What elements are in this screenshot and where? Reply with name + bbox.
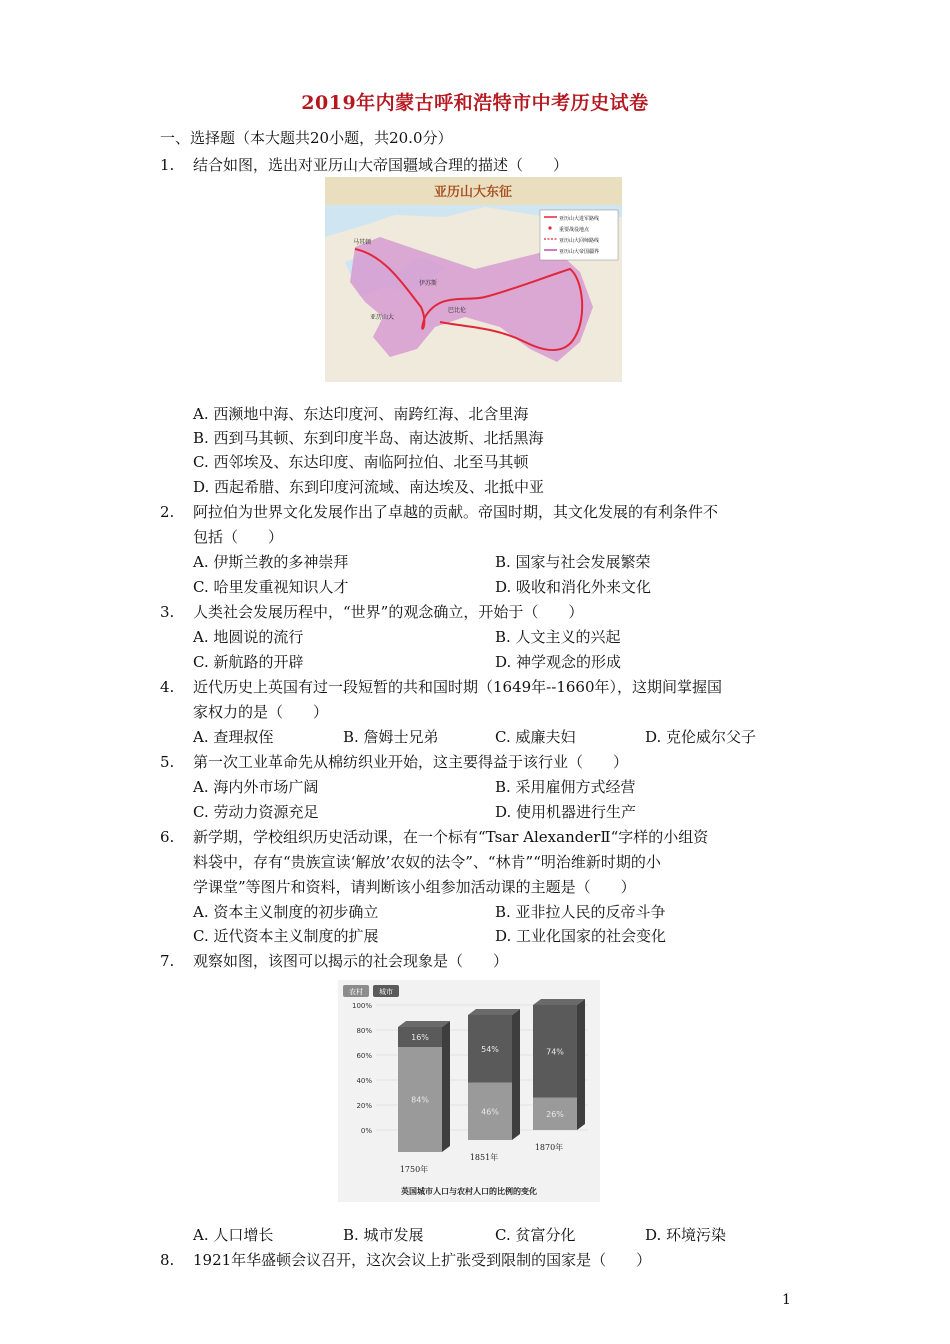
option-d: D. 环境污染 [645,1226,727,1244]
bar-side [512,1009,520,1140]
x-tick-label: 1851年 [469,1153,499,1162]
bar-top [398,1021,450,1027]
option-c: C. 新航路的开辟 [193,653,304,671]
question-number: 1. [160,156,175,174]
option-d: D. 神学观念的形成 [495,653,622,671]
option-c: C. 威廉夫妇 [495,728,576,746]
question-text: 第一次工业革命先从棉纺织业开始，这主要得益于该行业（ ） [193,753,629,771]
legend-label-urban: 城市 [379,988,393,996]
option-a: A. 资本主义制度的初步确立 [193,903,379,921]
option-a: A. 地圆说的流行 [193,628,304,646]
y-tick-label: 80% [356,1027,372,1035]
option-d: D. 吸收和消化外来文化 [495,578,652,596]
question-number: 7. [160,952,175,970]
option-a: A. 海内外市场广阔 [193,778,319,796]
question-text: 学课堂”等图片和资料，请判断该小组参加活动课的主题是（ ） [193,878,636,896]
bar-side [577,999,585,1130]
question-text: 人类社会发展历程中，“世界”的观念确立，开始于（ ） [193,603,584,621]
option-a: A. 查理叔侄 [193,728,274,746]
data-label-urban: 74% [546,1047,564,1057]
x-tick-label: 1750年 [399,1165,429,1174]
data-label-rural: 46% [481,1107,499,1117]
legend-item-march: 亚历山大进军路线 [559,216,600,222]
question-text: 家权力的是（ ） [193,703,329,721]
option-b: B. 詹姆士兄弟 [343,728,439,746]
population-chart [338,980,600,1202]
map-title: 亚历山大东征 [433,185,513,200]
legend-item-battle: 重要战役地点 [559,227,590,233]
question-number: 6. [160,828,175,846]
data-label-rural: 84% [411,1095,429,1105]
option-a: A. 伊斯兰教的多神崇拜 [193,553,349,571]
question-number: 5. [160,753,175,771]
question-number: 2. [160,503,175,521]
section-heading: 一、选择题（本大题共20小题，共20.0分） [160,129,453,147]
question-number: 8. [160,1251,175,1269]
option-c: C. 哈里发重视知识人才 [193,578,349,596]
option-d: D. 工业化国家的社会变化 [495,927,667,945]
option-c: C. 西邻埃及、东达印度、南临阿拉伯、北至马其顿 [193,453,529,471]
option-b: B. 国家与社会发展繁荣 [495,553,651,571]
option-d: D. 使用机器进行生产 [495,803,637,821]
place-babylon: 巴比伦 [448,307,467,314]
legend-item-border: 亚历山大帝国疆界 [559,249,600,255]
option-b: B. 人文主义的兴起 [495,628,621,646]
question-text: 观察如图，该图可以揭示的社会现象是（ ） [193,952,509,970]
data-label-rural: 26% [546,1109,564,1119]
place-alexandria: 亚历山大 [370,314,395,321]
question-text: 结合如图，选出对亚历山大帝国疆域合理的描述（ ） [193,156,569,174]
legend-label-rural: 农村 [349,988,363,996]
option-d: D. 西起希腊、东到印度河流域、南达埃及、北抵中亚 [193,478,545,496]
question-number: 3. [160,603,175,621]
option-a: A. 西濒地中海、东达印度河、南跨红海、北含里海 [193,405,529,423]
bar-side [442,1021,450,1152]
y-tick-label: 20% [356,1102,372,1110]
place-macedonia: 马其顿 [353,239,372,246]
alexander-map [325,177,622,382]
chart-caption: 英国城市人口与农村人口的比例的变化 [401,1186,537,1196]
option-a: A. 人口增长 [193,1226,274,1244]
question-text: 包括（ ） [193,528,284,546]
x-tick-label: 1870年 [534,1143,564,1152]
option-c: C. 近代资本主义制度的扩展 [193,927,379,945]
option-c: C. 劳动力资源充足 [193,803,319,821]
page-number: 1 [782,1292,791,1308]
question-text: 阿拉伯为世界文化发展作出了卓越的贡献。帝国时期，其文化发展的有利条件不 [193,503,719,521]
data-label-urban: 54% [481,1044,499,1054]
question-text: 新学期，学校组织历史活动课，在一个标有“Tsar AlexanderⅡ“字样的小组资 [193,828,709,846]
option-b: B. 城市发展 [343,1226,424,1244]
option-b: B. 亚非拉人民的反帝斗争 [495,903,666,921]
question-text: 料袋中，存有“贵族宣读‘解放’农奴的法令”、“林肯”“明治维新时期的小 [193,853,661,871]
question-number: 4. [160,678,175,696]
y-tick-label: 100% [351,1002,372,1010]
place-issus: 伊苏斯 [419,280,438,287]
data-label-urban: 16% [411,1033,429,1042]
question-text: 近代历史上英国有过一段短暂的共和国时期（1649年--1660年），这期间掌握国 [193,678,722,696]
option-b: B. 西到马其顿、东到印度半岛、南达波斯、北括黑海 [193,429,544,447]
y-tick-label: 40% [356,1077,372,1085]
y-tick-label: 0% [360,1127,372,1135]
option-b: B. 采用雇佣方式经营 [495,778,636,796]
option-c: C. 贫富分化 [495,1226,576,1244]
bar-top [533,999,585,1005]
y-tick-label: 60% [356,1052,372,1060]
option-d: D. 克伦威尔父子 [645,728,757,746]
legend-item-return: 亚历山大回师路线 [559,238,600,244]
map-legend [540,210,618,260]
bar-top [468,1009,520,1015]
question-text: 1921年华盛顿会议召开，这次会议上扩张受到限制的国家是（ ） [193,1251,652,1269]
page-title: 2019年内蒙古呼和浩特市中考历史试卷 [301,92,649,114]
